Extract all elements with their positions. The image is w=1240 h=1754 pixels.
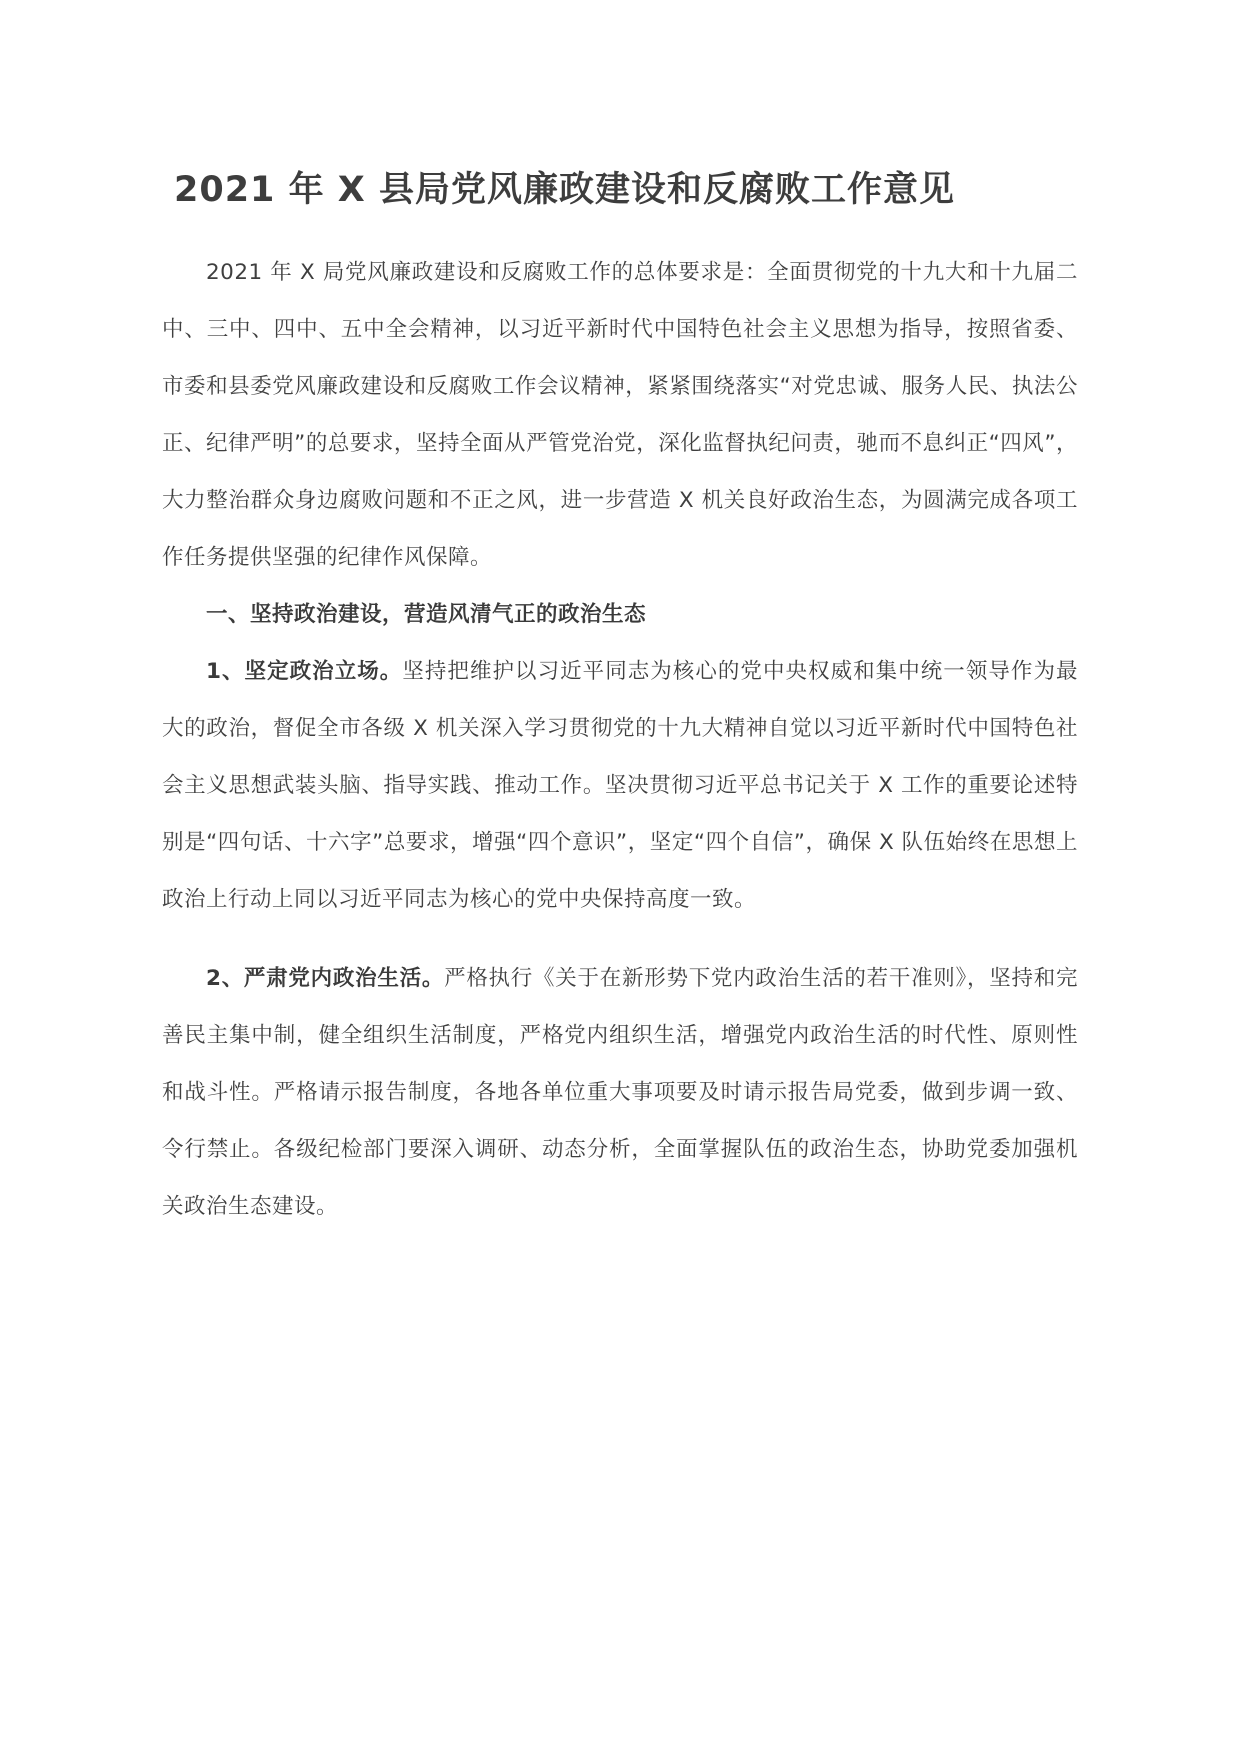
paragraph-lead: 1、坚定政治立场。 (206, 658, 403, 684)
paragraph-lead: 2、严肃党内政治生活。 (206, 965, 445, 991)
paragraph-text: 坚持把维护以习近平同志为核心的党中央权威和集中统一领导作为最大的政治，督促全市各级 X 机关深入学习贯彻党的十九大精神自觉以习近平新时代中国特色社会主义思想武装头脑、指导实践、推动工作。坚决贯彻习近平总书记关于 X 工作的重要论述特别是“四句话、十六字”总要求，增强“四个意识”，坚定“四个自信”，确保 X 队伍始终在思想上政治上行动上同以习近平同志为核心的党中央保持高度一致。 (162, 658, 1078, 912)
document-title: 2021 年 X 县局党风廉政建设和反腐败工作意见 (174, 170, 955, 210)
paragraph-text: 严格执行《关于在新形势下党内政治生活的若干准则》，坚持和完善民主集中制，健全组织生活制度，严格党内组织生活，增强党内政治生活的时代性、原则性和战斗性。严格请示报告制度，各地各单位重大事项要及时请示报告局党委，做到步调一致、令行禁止。各级纪检部门要深入调研、动态分析，全面掌握队伍的政治生态，协助党委加强机关政治生态建设。 (162, 965, 1078, 1219)
paragraph-overview (162, 244, 1078, 586)
paragraph-text: 2021 年 X 局党风廉政建设和反腐败工作的总体要求是：全面贯彻党的十九大和十九届二中、三中、四中、五中全会精神，以习近平新时代中国特色社会主义思想为指导，按照省委、市委和县委党风廉政建设和反腐败工作会议精神，紧紧围绕落实“对党忠诚、服务人民、执法公正、纪律严明”的总要求，坚持全面从严管党治党，深化监督执纪问责，驰而不息纠正“四风”，大力整治群众身边腐败问题和不正之风，进一步营造 X 机关良好政治生态，为圆满完成各项工作任务提供坚强的纪律作风保障。 (162, 259, 1078, 570)
paragraph-item-1 (162, 643, 1078, 928)
section-heading-1: 一、坚持政治建设，营造风清气正的政治生态 (206, 601, 647, 627)
paragraph-item-2 (162, 950, 1078, 1235)
